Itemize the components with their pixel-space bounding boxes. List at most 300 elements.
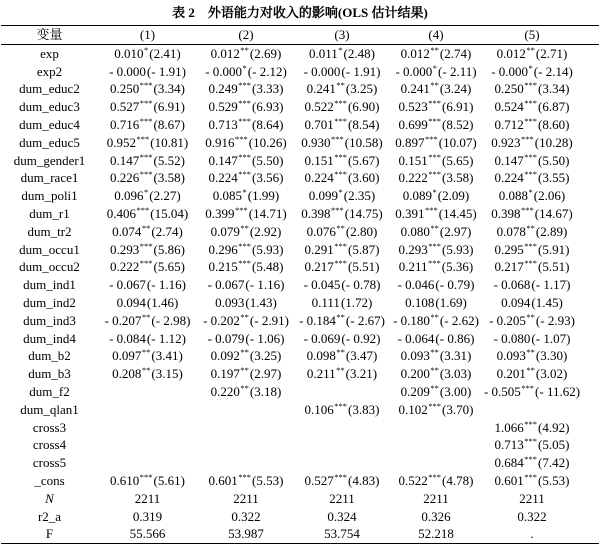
row-label: dum_occu1	[19, 241, 80, 257]
significance-stars: ***	[238, 116, 252, 127]
significance-stars: **	[240, 365, 249, 376]
significance-stars: ***	[238, 472, 252, 483]
coefficient: 0.930	[301, 134, 331, 150]
coefficient: 0.089	[402, 188, 433, 204]
t-statistic: (- 1.91)	[146, 63, 186, 79]
t-statistic: (8.67)	[153, 117, 185, 133]
coefficient: 0.151	[304, 152, 334, 168]
cell-model-5	[483, 312, 599, 330]
t-statistic: (- 0.92)	[341, 330, 381, 346]
coefficient: 0.701	[304, 117, 334, 133]
significance-stars: **	[336, 365, 345, 376]
significance-stars: ***	[524, 472, 538, 483]
t-statistic: (5.50)	[538, 152, 570, 168]
coefficient: 0.406	[106, 206, 137, 222]
cell-model-5	[483, 81, 599, 99]
cell-model-1	[98, 187, 197, 205]
significance-stars: *	[144, 44, 149, 55]
significance-stars: ***	[524, 98, 538, 109]
significance-stars: **	[526, 44, 535, 55]
t-statistic: (3.31)	[439, 348, 472, 364]
cell-model-4	[389, 223, 483, 241]
t-statistic: (7.42)	[538, 455, 570, 471]
t-statistic: (3.34)	[538, 81, 570, 97]
coefficient: 0.226	[110, 170, 140, 186]
cell-model-2	[197, 294, 295, 312]
coefficient: 0.398	[301, 206, 331, 222]
cell-model-1	[98, 312, 197, 330]
table-row	[1, 259, 599, 277]
coefficient: 0.147	[494, 152, 524, 168]
coefficient: 0.106	[304, 401, 334, 417]
coefficient: 0.524	[494, 99, 524, 115]
t-statistic: (3.60)	[348, 170, 380, 186]
coefficient: 0.209	[400, 384, 430, 400]
t-statistic: (- 1.07)	[531, 330, 571, 346]
cell-model-1	[98, 259, 197, 277]
coefficient: 0.215	[208, 259, 238, 275]
cell-model-5	[483, 187, 599, 205]
t-statistic: (5.67)	[348, 152, 380, 168]
cell-model-3	[295, 187, 389, 205]
t-statistic: (- 2.67)	[345, 312, 385, 328]
coefficient: 0.098	[306, 348, 336, 364]
cell-model-1	[98, 437, 197, 455]
coefficient: 1.066	[494, 419, 524, 435]
cell-model-2	[197, 81, 295, 99]
significance-stars: **	[430, 222, 439, 233]
significance-stars: ***	[428, 169, 442, 180]
coefficient: 0.952	[106, 134, 137, 150]
table-row	[1, 170, 599, 188]
row-label: dum_educ2	[19, 81, 80, 97]
row-label: dum_gender1	[13, 152, 86, 168]
cell-model-4	[389, 401, 483, 419]
coefficient: 0.211	[398, 259, 428, 275]
coefficient: - 0.207	[104, 312, 142, 328]
t-statistic: (14.75)	[344, 206, 383, 222]
t-statistic: (3.15)	[151, 366, 183, 382]
coefficient: 0.099	[308, 188, 339, 204]
significance-stars: ***	[334, 169, 348, 180]
cell-model-4	[389, 45, 483, 63]
cell-model-3: 53.754	[295, 526, 389, 544]
t-statistic: (2.48)	[343, 45, 375, 61]
coefficient: 0.923	[491, 134, 521, 150]
cell-model-3	[295, 116, 389, 134]
significance-stars: ***	[428, 151, 442, 162]
t-statistic: (- 1.91)	[341, 63, 381, 79]
coefficient: - 0.184	[299, 312, 336, 328]
coefficient: 0.293	[110, 241, 140, 257]
significance-stars: ***	[524, 240, 538, 251]
row-label: dum_r1	[29, 206, 70, 222]
table-row	[1, 223, 599, 241]
table-row	[1, 276, 599, 294]
coefficient: 0.085	[212, 188, 243, 204]
table-row	[1, 312, 599, 330]
coefficient: - 0.000	[109, 63, 146, 79]
t-statistic: (2.41)	[149, 45, 181, 61]
table-row	[1, 152, 599, 170]
cell-model-5	[483, 294, 599, 312]
t-statistic: (3.25)	[345, 81, 378, 97]
t-statistic: (14.67)	[534, 206, 573, 222]
row-label: dum_qlan1	[20, 401, 79, 417]
coefficient: 0.108	[405, 295, 435, 311]
row-label: dum_f2	[29, 384, 70, 400]
t-statistic: (3.55)	[538, 170, 570, 186]
coefficient: - 0.000	[205, 63, 243, 79]
t-statistic: (- 1.17)	[531, 277, 571, 293]
coefficient: 0.092	[210, 348, 240, 364]
table-row	[1, 454, 599, 472]
t-statistic: (8.64)	[252, 117, 284, 133]
t-statistic: (14.71)	[248, 206, 287, 222]
significance-stars: **	[240, 222, 249, 233]
t-statistic: (2.74)	[439, 45, 472, 61]
cell-model-3: 2211	[329, 490, 355, 506]
table-row	[1, 205, 599, 223]
coefficient: 0.111	[311, 295, 340, 311]
cell-model-4	[389, 276, 483, 294]
table-title: 表 2 外语能力对收入的影响(OLS 估计结果)	[172, 5, 428, 20]
t-statistic: (3.02)	[535, 366, 568, 382]
coefficient: 0.097	[112, 348, 142, 364]
cell-model-5	[483, 98, 599, 116]
cell-model-3	[295, 276, 389, 294]
coefficient: 0.076	[306, 223, 336, 239]
cell-model-2	[197, 401, 295, 419]
t-statistic: (5.53)	[252, 473, 284, 489]
cell-model-2	[197, 383, 295, 401]
cell-model-2: 0.322	[231, 508, 261, 524]
coefficient: 0.399	[205, 206, 235, 222]
coefficient: 0.713	[208, 117, 238, 133]
table-row	[1, 98, 599, 116]
t-statistic: (2.89)	[535, 223, 568, 239]
t-statistic: (3.24)	[439, 81, 472, 97]
significance-stars: ***	[334, 116, 348, 127]
significance-stars: ***	[428, 98, 442, 109]
cell-model-1	[98, 454, 197, 472]
t-statistic: (- 2.14)	[533, 63, 573, 79]
cell-model-1: 0.319	[132, 508, 163, 524]
cell-model-3	[295, 294, 389, 312]
coefficient: 0.200	[400, 366, 430, 382]
header-model-3: (3)	[295, 26, 389, 45]
cell-model-1	[98, 81, 197, 99]
coefficient: 0.012	[400, 45, 430, 61]
t-statistic: (3.25)	[249, 348, 282, 364]
significance-stars: ***	[331, 133, 344, 144]
cell-model-2	[197, 365, 295, 383]
significance-stars: **	[430, 44, 439, 55]
t-statistic: (6.91)	[153, 99, 185, 115]
cell-model-1	[98, 241, 197, 259]
cell-model-4	[389, 98, 483, 116]
t-statistic: (- 1.16)	[245, 277, 285, 293]
cell-model-2	[197, 454, 295, 472]
row-label: dum_ind3	[23, 312, 76, 328]
significance-stars: ***	[238, 240, 252, 251]
t-statistic: (1.99)	[247, 188, 280, 204]
cell-model-3	[295, 454, 389, 472]
cell-model-2	[197, 170, 295, 188]
coefficient: - 0.084	[109, 330, 146, 346]
cell-model-4	[389, 472, 483, 490]
cell-model-4	[389, 63, 483, 81]
t-statistic: (- 1.12)	[146, 330, 186, 346]
significance-stars: ***	[136, 133, 150, 144]
coefficient: - 0.000	[491, 63, 529, 79]
significance-stars: *	[242, 62, 247, 73]
header-row	[1, 26, 599, 45]
cell-model-5	[483, 419, 599, 437]
t-statistic: (5.51)	[348, 259, 380, 275]
cell-model-1	[98, 170, 197, 188]
significance-stars: ***	[235, 133, 248, 144]
coefficient: 0.224	[208, 170, 238, 186]
t-statistic: (2.27)	[149, 188, 181, 204]
coefficient: 0.699	[398, 117, 428, 133]
cell-model-5	[483, 365, 599, 383]
coefficient: 0.249	[208, 81, 238, 97]
row-label: _cons	[34, 473, 65, 489]
cell-model-5: .	[483, 526, 599, 544]
t-statistic: (1.72)	[340, 295, 373, 311]
t-statistic: (2.35)	[343, 188, 376, 204]
coefficient: 0.197	[210, 366, 240, 382]
t-statistic: (- 11.62)	[535, 384, 581, 400]
cell-model-5	[483, 152, 599, 170]
significance-stars: **	[430, 80, 439, 91]
cell-model-3	[295, 241, 389, 259]
t-statistic: (3.30)	[535, 348, 568, 364]
significance-stars: *	[432, 62, 438, 73]
t-statistic: (5.91)	[538, 241, 570, 257]
coefficient: 0.713	[494, 437, 524, 453]
header-model-1: (1)	[98, 26, 197, 45]
row-label: dum_educ4	[19, 117, 80, 133]
header-model-4: (4)	[389, 26, 483, 45]
cell-model-4	[389, 348, 483, 366]
coefficient: - 0.080	[493, 330, 531, 346]
coefficient: 0.211	[306, 366, 336, 382]
coefficient: 0.684	[494, 455, 524, 471]
significance-stars: ***	[428, 116, 442, 127]
row-label: dum_ind2	[23, 295, 76, 311]
table-row	[1, 81, 599, 99]
cell-model-2: 53.987	[197, 526, 295, 544]
t-statistic: (3.03)	[439, 366, 472, 382]
significance-stars: ***	[334, 240, 348, 251]
coefficient: 0.523	[398, 99, 428, 115]
t-statistic: (5.61)	[153, 473, 185, 489]
t-statistic: (5.65)	[442, 152, 474, 168]
cell-model-2	[197, 348, 295, 366]
cell-model-5	[483, 116, 599, 134]
coefficient: 0.012	[210, 45, 240, 61]
cell-model-5	[483, 205, 599, 223]
cell-model-2	[197, 152, 295, 170]
row-label: dum_b3	[28, 366, 71, 382]
cell-model-1	[98, 276, 197, 294]
t-statistic: (1.46)	[146, 295, 179, 311]
coefficient: - 0.000	[303, 63, 341, 79]
coefficient: 0.102	[398, 401, 428, 417]
table-row	[1, 134, 599, 152]
cell-model-3	[295, 419, 389, 437]
t-statistic: (10.81)	[150, 134, 189, 150]
coefficient: - 0.069	[303, 330, 341, 346]
coefficient: 0.916	[205, 134, 235, 150]
coefficient: 0.078	[496, 223, 526, 239]
row-label: dum_ind4	[23, 330, 76, 346]
t-statistic: (- 0.78)	[341, 277, 381, 293]
coefficient: 0.224	[494, 170, 524, 186]
coefficient: - 0.045	[303, 277, 341, 293]
coefficient: 0.293	[398, 241, 428, 257]
t-statistic: (8.54)	[348, 117, 380, 133]
coefficient: 0.147	[208, 152, 238, 168]
cell-model-3	[295, 330, 389, 348]
t-statistic: (- 2.62)	[439, 312, 479, 328]
cell-model-4	[389, 187, 483, 205]
cell-model-2	[197, 63, 295, 81]
significance-stars: ***	[235, 205, 248, 216]
table-row	[1, 63, 599, 81]
significance-stars: **	[430, 365, 439, 376]
significance-stars: *	[528, 62, 533, 73]
significance-stars: **	[526, 222, 535, 233]
coefficient: 0.601	[494, 473, 524, 489]
coefficient: 0.094	[501, 295, 531, 311]
t-statistic: (3.00)	[439, 384, 472, 400]
significance-stars: **	[430, 383, 439, 394]
cell-model-5	[483, 223, 599, 241]
significance-stars: **	[240, 311, 249, 322]
row-label: dum_race1	[20, 170, 79, 186]
cell-model-2	[197, 437, 295, 455]
significance-stars: **	[526, 365, 535, 376]
cell-model-5	[483, 454, 599, 472]
t-statistic: (5.86)	[153, 241, 185, 257]
coefficient: 0.610	[110, 473, 140, 489]
coefficient: 0.601	[208, 473, 238, 489]
cell-model-4	[389, 205, 483, 223]
t-statistic: (5.53)	[538, 473, 570, 489]
t-statistic: (5.05)	[538, 437, 570, 453]
t-statistic: (5.51)	[538, 259, 570, 275]
cell-model-3	[295, 152, 389, 170]
row-label: cross3	[32, 419, 67, 435]
coefficient: 0.296	[208, 241, 238, 257]
t-statistic: (3.56)	[252, 170, 284, 186]
significance-stars: ***	[139, 258, 153, 269]
t-statistic: (5.36)	[441, 259, 474, 275]
cell-model-1	[98, 205, 197, 223]
cell-model-4	[389, 365, 483, 383]
row-label: dum_poli1	[21, 188, 78, 204]
coefficient: 0.712	[494, 117, 524, 133]
significance-stars: *	[338, 44, 343, 55]
t-statistic: (5.65)	[153, 259, 185, 275]
t-statistic: (3.47)	[345, 348, 378, 364]
t-statistic: (2.97)	[439, 223, 472, 239]
t-statistic: (3.58)	[153, 170, 185, 186]
coefficient: 0.217	[494, 259, 524, 275]
coefficient: 0.220	[210, 384, 240, 400]
t-statistic: (10.07)	[438, 134, 477, 150]
cell-model-1	[98, 63, 197, 81]
significance-stars: ***	[524, 151, 538, 162]
cell-model-4: 2211	[423, 490, 449, 506]
cell-model-5: 0.322	[517, 508, 547, 524]
significance-stars: **	[526, 347, 535, 358]
t-statistic: (2.80)	[345, 223, 378, 239]
row-label: dum_ind1	[23, 277, 76, 293]
cell-model-1	[98, 223, 197, 241]
cell-model-4	[389, 259, 483, 277]
significance-stars: ***	[334, 258, 348, 269]
cell-model-2	[197, 472, 295, 490]
cell-model-5	[483, 276, 599, 294]
cell-model-4	[389, 383, 483, 401]
significance-stars: **	[526, 311, 535, 322]
cell-model-5	[483, 348, 599, 366]
coefficient: 0.241	[306, 81, 336, 97]
cell-model-4	[389, 241, 483, 259]
significance-stars: ***	[425, 133, 438, 144]
table-row	[1, 437, 599, 455]
coefficient: 0.398	[491, 206, 521, 222]
cell-model-3	[295, 365, 389, 383]
significance-stars: ***	[524, 116, 538, 127]
cell-model-5	[483, 330, 599, 348]
cell-model-2	[197, 98, 295, 116]
significance-stars: ***	[136, 205, 150, 216]
row-label: cross5	[32, 455, 67, 471]
t-statistic: (2.09)	[437, 188, 470, 204]
table-row	[1, 508, 599, 526]
table-row	[1, 294, 599, 312]
coefficient: 0.080	[400, 223, 430, 239]
cell-model-4	[389, 330, 483, 348]
row-label: exp2	[36, 63, 63, 79]
significance-stars: ***	[334, 400, 348, 411]
cell-model-1: 55.566	[98, 526, 197, 544]
significance-stars: ***	[139, 151, 153, 162]
t-statistic: (14.45)	[438, 206, 477, 222]
significance-stars: **	[336, 347, 345, 358]
t-statistic: (5.93)	[252, 241, 284, 257]
coefficient: 0.088	[498, 188, 529, 204]
cell-model-3	[295, 134, 389, 152]
t-statistic: (5.87)	[348, 241, 380, 257]
coefficient: - 0.067	[109, 277, 146, 293]
cell-model-4	[389, 81, 483, 99]
significance-stars: *	[528, 187, 533, 198]
cell-model-3	[295, 401, 389, 419]
cell-model-4	[389, 152, 483, 170]
cell-model-3	[295, 259, 389, 277]
cell-model-5	[483, 45, 599, 63]
coefficient: 0.074	[112, 223, 142, 239]
significance-stars: ***	[139, 80, 153, 91]
cell-model-2	[197, 312, 295, 330]
coefficient: 0.391	[395, 206, 425, 222]
